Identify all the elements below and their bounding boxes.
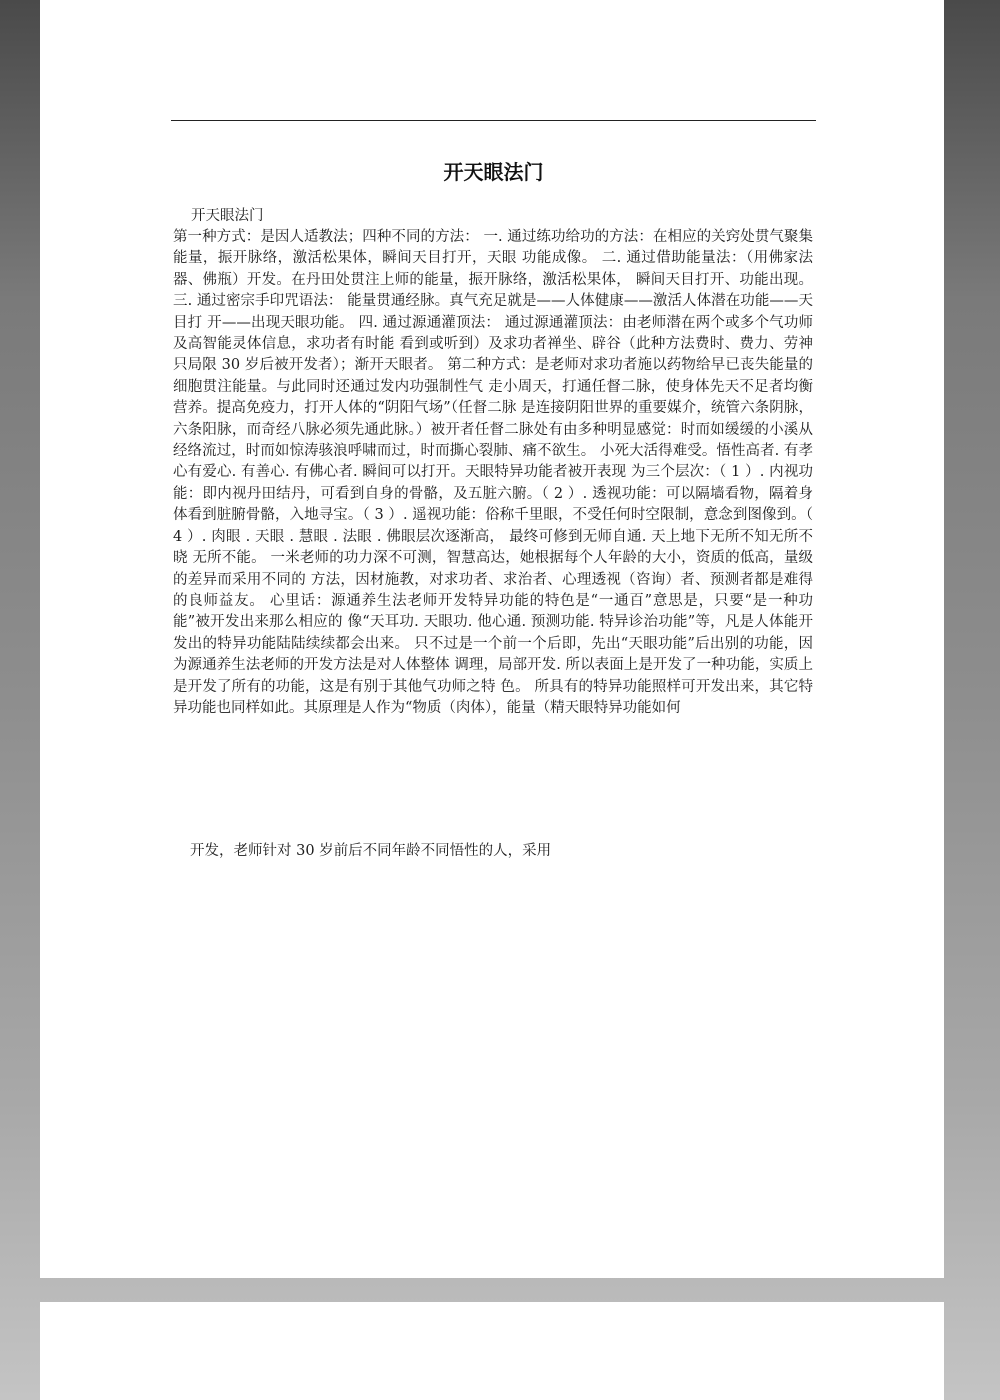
header-rule [171,120,816,121]
section-heading: 开天眼法门 [191,208,264,224]
next-page [40,1302,944,1400]
document-page [40,0,944,1278]
trailing-paragraph: 开发，老师针对 30 岁前后不同年龄不同悟性的人，采用 [190,843,552,859]
document-title: 开天眼法门 [443,160,544,184]
body-paragraph: 第一种方式：是因人适教法；四种不同的方法： 一. 通过练功给功的方法：在相应的关窍处贯气聚集能量，振开脉络，激活松果体，瞬间天目打开，天眼 功能成像。 二. 通过借助能量法：（用佛家法器、佛瓶）开发。在丹田处贯注上师的能量，振开脉络，激活松果体， 瞬间天目打开、功能出现。 三. 通过密宗手印咒语法： 能量贯通经脉。真气充足就是——人体健康——激活人体潜在功能——天目打 开——出现天眼功能。 四. 通过源通灌顶法： 通过源通灌顶法：由老师潜在两个或多个气功师及高智能灵体信息，求功者有时能 看到或听到）及求功者禅坐、辟谷（此种方法费时、费力、劳神只局限 30 岁后被开发者）；渐开天眼者。 第二种方式：是老师对求功者施以药物给早已丧失能量的细胞贯注能量。与此同时还通过发内功强制性气 走小周天，打通任督二脉，使身体先天不足者均衡营养。提高免疫力，打开人体的“阴阳气场”（任督二脉 是连接阴阳世界的重要媒介，统管六条阴脉，六条阳脉，而奇经八脉必须先通此脉。）被开者任督二脉处有由多种明显感觉：时而如缓缓的小溪从经络流过，时而如惊涛骇浪呼啸而过，时而撕心裂肺、痛不欲生。 小死大活得难受。悟性高者. 有孝心有爱心. 有善心. 有佛心者. 瞬间可以打开。天眼特异功能者被开表现 为三个层次：（ 1 ）. 内视功能：即内视丹田结丹，可看到自身的骨骼，及五脏六腑。（ 2 ）. 透视功能：可以隔墙看物，隔着身体看到脏腑骨骼，入地寻宝。（ 3 ）. 遥视功能：俗称千里眼，不受任何时空限制，意念到图像到。（ 4 ）. 肉眼 . 天眼 . 慧眼 . 法眼 . 佛眼层次逐渐高， 最终可修到无师自通. 天上地下无所不知无所不晓 无所不能。 一米老师的功力深不可测，智慧高达，她根据每个人年龄的大小，资质的低高，量级的差异而采用不同的 方法，因材施教，对求功者、求治者、心理透视（咨询）者、预测者都是难得的良师益友。 心里话：源通养生法老师开发特异功能的特色是“一通百”意思是，只要“是一种功能”被开发出来那么相应的 像“天耳功. 天眼功. 他心通. 预测功能. 特异诊治功能”等，凡是人体能开发出的特异功能陆陆续续都会出来。 只不过是一个前一个后即，先出“天眼功能”后出别的功能，因为源通养生法老师的开发方法是对人体整体 调理，局部开发. 所以表面上是开发了一种功能，实质上是开发了所有的功能，这是有别于其他气功师之特 色。 所具有的特异功能照样可开发出来，其它特异功能也同样如此。其原理是人作为“物质（肉体），能量（精天眼特异功能如何 [173,229,813,716]
